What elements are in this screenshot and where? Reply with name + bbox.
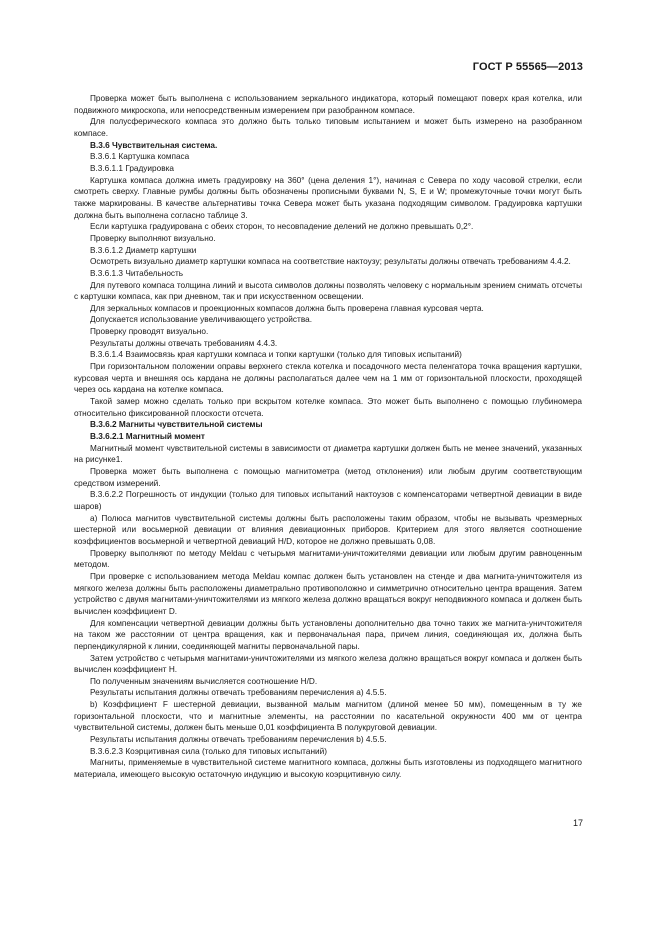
paragraph: Магнитный момент чувствительной системы в зависимости от диаметра картушки должен быть не менее значений, указанных на рисунке1. [74,443,582,465]
paragraph: Результаты испытания должны отвечать требованиям перечисления b) 4.5.5. [90,735,387,745]
paragraph: Картушка компаса должна иметь градуировку на 360° (цена деления 1°), начиная с Севера по ходу часовой стрелки, если смотреть сверху. Главные румбы должны быть обозначены прописными буквами N, S, E и W; промежуточные точки могут быть также маркированы. В качестве альтернативы точка Севера может быть указана подходящим символом. Градуировка картушки должна быть выполнена согласно таблице 3. [74,175,582,220]
paragraph: При горизонтальном положении оправы верхнего стекла котелка и посадочного места пеленгатора точка вращения картушки, курсовая черта и внешняя ось кардана не должны располагаться далее чем на 1 мм от горизонтальной плоскости, проходящей через ось кардана на котелке компаса. [74,362,582,395]
paragraph: B.3.6.1.3 Читабельность [90,268,184,278]
page-number: 17 [572,818,583,828]
paragraph: Для путевого компаса толщина линий и высота символов должны позволять человеку с нормальным зрением снимать отсчеты с картушки компаса, как при дневном, так и при искусственном освещении. [74,280,582,302]
paragraph: Такой замер можно сделать только при вскрытом котелке компаса. Это может быть выполнено с помощью глубиномера относительно фиксированной плоскости отсчета. [74,397,582,418]
paragraph: Проверку выполняют по методу Meldau с четырьмя магнитами-уничтожителями девиации или любым другим равноценным методом. [74,548,582,570]
paragraph: Осмотреть визуально диаметр картушки компаса на соответствие нактоузу; результаты должны отвечать требованиям 4.4.2. [90,257,571,267]
paragraph: Если картушка градуирована с обеих сторон, то несовпадение делений не должно превышать 0,2°. [90,222,474,232]
paragraph: Для зеркальных компасов и проекционных компасов должна быть проверена главная курсовая черта. [90,303,484,313]
paragraph: Результаты должны отвечать требованиям 4.4.3. [90,338,278,348]
paragraph: B.3.6.2.2 Погрешность от индукции (только для типовых испытаний нактоузов с компенсаторами четвертной девиации в виде шаров) [74,490,582,511]
paragraph: a) Полюса магнитов чувствительной системы должны быть расположены таким образом, чтобы не вызывать чрезмерных шестерной или восьмерной девиации от влияния девиационных приборов. Критерием для этого является соотношение коэффициентов восьмерной и четвертной девиаций H/D, которое не должно превышать 0,08. [74,513,582,546]
body-text [74,93,582,781]
paragraph: Допускается использование увеличивающего устройства. [90,315,312,325]
document-id: ГОСТ Р 55565—2013 [472,61,583,73]
paragraph: b) Коэффициент F шестерной девиации, вызванной малым магнитом (длиной менее 50 мм), помещенным в ту же горизонтальной плоскости, что и магнитные элементы, на расстоянии по касательной окружности 400 мм от центра чувствительной системы, должен быть меньше 0,01 коэффициента B полукруговой девиации. [74,700,582,733]
paragraph: Магниты, применяемые в чувствительной системе магнитного компаса, должны быть изготовлены из подходящего магнитного материала, имеющего высокую остаточную индукцию и высокую коэрцитивную силу. [74,758,582,780]
paragraph: По полученным значениям вычисляется соотношение H/D. [90,676,318,686]
paragraph: B.3.6.2.3 Коэрцитивная сила (только для типовых испытаний) [90,746,327,756]
paragraph: Для компенсации четвертной девиации должны быть установлены дополнительно два точно таких же магнита-уничтожителя на таком же расстоянии от центра вращения, как и первоначальная пара, причем линия, соединяющая их, должна быть перпендикулярной к линии, соединяющей магниты первоначальной пары. [74,618,582,651]
paragraph: B.3.6.1.2 Диаметр картушки [90,245,197,255]
paragraph: Затем устройство с четырьмя магнитами-уничтожителями из мягкого железа должно вращаться вокруг компаса и должен быть вычислен коэффициент H. [74,653,582,675]
paragraph: Проверка может быть выполнена с помощью магнитометра (метод отклонения) или любым другим соответствующим средством измерений. [74,467,582,488]
paragraph: Для полусферического компаса это должно быть только типовым испытанием и может быть измерено на разобранном компасе. [74,117,582,138]
section-heading: B.3.6.2.1 Магнитный момент [90,432,205,442]
paragraph: Проверка может быть выполнена с использованием зеркального индикатора, который помещают поверх края котелка, или подвижного микроскопа, или непосредственным измерением при разобранном компасе. [74,94,582,115]
paragraph: При проверке с использованием метода Meldau компас должен быть установлен на стенде и два магнита-уничтожителя из мягкого железа должны быть расположены диаметрально противоположно и симметрично относительно центра вращения. Затем устройство с двумя магнитами-уничтожителями из мягкого железа должно вращаться вокруг неподвижного компаса и должен быть вычислен коэффициент D. [74,571,582,616]
section-heading: B.3.6.2 Магниты чувствительной системы [90,420,263,430]
paragraph: B.3.6.1 Картушка компаса [90,152,190,162]
paragraph: Результаты испытания должны отвечать требованиям перечисления a) 4.5.5. [90,688,387,698]
paragraph: Проверку проводят визуально. [90,327,209,337]
paragraph: Проверку выполняют визуально. [90,233,216,243]
paragraph: B.3.6.1.1 Градуировка [90,163,174,173]
paragraph: B.3.6.1.4 Взаимосвязь края картушки компаса и топки картушки (только для типовых испытаний) [90,350,462,360]
section-heading: B.3.6 Чувствительная система. [90,140,218,150]
